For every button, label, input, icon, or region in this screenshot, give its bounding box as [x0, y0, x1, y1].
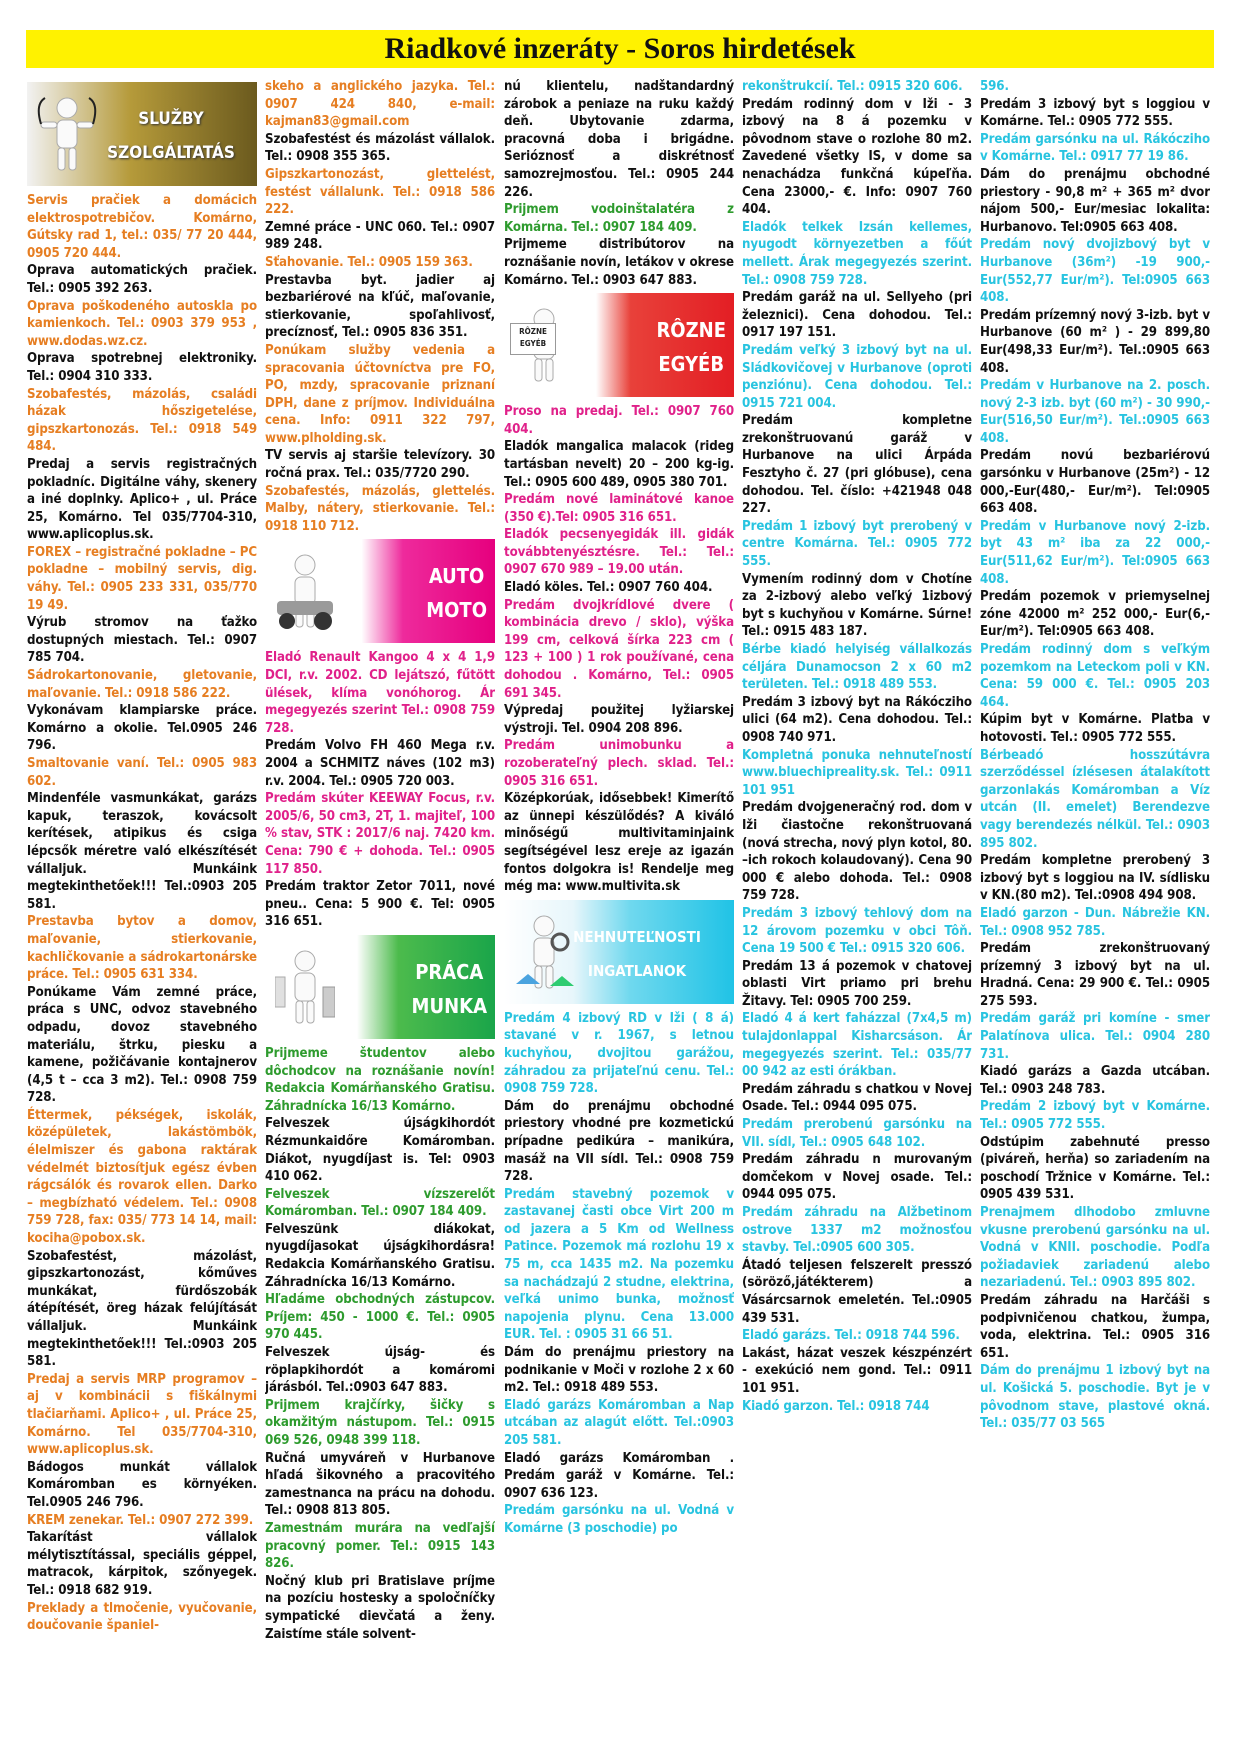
classified-ad: Predám záhradu s chatkou v Novej Osade. Tel.: 0944 095 075. — [742, 1081, 972, 1115]
classified-ad: Hľadáme obchodných zástupcov. Príjem: 450 - 1000 €. Tel.: 0905 970 445. — [265, 1292, 495, 1343]
classified-ad: Eladó garázs Komáromban a Nap utcában az alagút előtt. Tel.:0903 205 581. — [504, 1397, 734, 1448]
classified-ad: Smaltovanie vaní. Tel.: 0905 983 602. — [27, 756, 257, 789]
classified-ad: Dám do prenájmu priestory na podnikanie v Moči v rozlohe 2 x 60 m2. Tel.: 0918 489 553. — [504, 1345, 734, 1396]
rozne-sign-line1: RÔZNE — [519, 327, 547, 337]
column-4 — [742, 78, 972, 1746]
classified-ad: Ponúkame Vám zemné práce, práca s UNC, odvoz stavebného odpadu, dovoz stavebného materiálu, štrku, piesku a kamene, požičávanie kontajnerov (4,5 t – cca 3 m2). Tel.: 0908 759 728. — [27, 984, 257, 1106]
classified-ad: Predám 2 izbový byt v Komárne. Tel.: 0905 772 555. — [980, 1099, 1210, 1133]
classified-ad: nú klientelu, nadštandardný zárobok a peniaze na ruku každý deň. Ubytovanie zdarma, pracovná doba i brigádne. Serióznosť a diskrétnosť samozrejmosťou. Tel.: 0905 244 226. — [504, 79, 734, 200]
classified-ad: Prestavba bytov a domov, maľovanie, stierkovanie, kachličkovanie a sádrokartonárske práce. Tel.: 0905 631 334. — [27, 914, 257, 983]
section-label-rozne — [656, 313, 726, 381]
classified-ad: Predám 13 á pozemok v chatovej oblasti Virt priamo pri brehu Žitavy. Tel: 0905 700 259. — [742, 958, 972, 1009]
column-2 — [265, 78, 495, 1746]
auto-figure-icon — [275, 551, 335, 631]
classified-ad: Predám 3 izbový byt na Rákócziho ulici (64 m2). Cena dohodou. Tel.: 0908 740 971. — [742, 694, 972, 745]
classified-ad: Predám garsónku na ul. Vodná v Komárne (3 poschodie) po — [504, 1503, 734, 1536]
classified-ad: Predám unimobunku a rozoberateľný plech. sklad. Tel.: 0905 316 651. — [504, 738, 734, 789]
classified-ad: Výpredaj použitej lyžiarskej výstroji. Tel. 0904 208 896. — [504, 703, 734, 736]
classified-ad: Szobafestést és mázolást vállalok. Tel.: 0908 355 365. — [265, 131, 495, 165]
classified-ad: Vymením rodinný dom v Chotíne za 2-izbový alebo veľký 1izbový byt s kuchyňou v Komárne. Súrne! Tel.: 0915 483 187. — [742, 571, 972, 640]
classified-ad: Kiadó garzon. Tel.: 0918 744 — [742, 1398, 930, 1414]
classified-ad: Középkorúak, idősebbek! Kimerítő az ünnepi készülődés? A kiváló minőségű multivitaminjaink segítségével lesz ereje az igazán fontos dolgokra is! Rendelje meg még ma: www.multivita.sk — [504, 791, 734, 895]
classified-ad: Dám do prenájmu 1 izbový byt na ul. Košická 5. poschodie. Byt je v pôvodnom stave, plastové okná. Tel.: 035/77 03 565 — [980, 1363, 1210, 1432]
classified-ad: Predám Volvo FH 460 Mega r.v. 2004 a SCHMITZ náves (102 m3) r.v. 2004. Tel.: 0905 720 003. — [265, 738, 495, 789]
classified-ad: Eladó 4 á kert faházzal (7x4,5 m) tulajdonlappal Kisharcsáson. Ár megegyezés szerint. Tel.: 035/77 00 942 az esti órákban. — [742, 1011, 972, 1080]
classified-ad: Eladó garázs Komáromban . Predám garáž v Komárne. Tel.: 0907 636 123. — [504, 1450, 734, 1501]
section-label-sluzby — [91, 102, 251, 170]
classified-ad: Predám prerobenú garsónku na VII. sídl, Tel.: 0905 648 102. — [742, 1117, 972, 1150]
section-label-auto — [426, 559, 487, 627]
classified-ad: Felveszek vízszerelőt Komáromban. Tel.: 0907 184 409. — [265, 1186, 495, 1220]
classified-ad: Predám v Hurbanove nový 2-izb. byt 43 m² iba za 22 000,- Eur(511,62 Eur/m²). Tel:0905 663 408. — [980, 518, 1210, 587]
classified-ad: Ručná umyváreň v Hurbanove hľadá šikovného a pracovitého zamestnanca na prácu na dohodu. Tel.: 0908 813 805. — [265, 1450, 495, 1519]
classified-ad: Kiadó garázs a Gazda utcában. Tel.: 0903 248 783. — [980, 1064, 1210, 1097]
classified-ad: Predám garáž pri komíne - smer Palatínova ulica. Tel.: 0904 280 731. — [980, 1011, 1210, 1062]
classified-ad: FOREX – registračné pokladne – PC pokladne – mobilný servis, dig. váhy. Tel.: 0905 233 331, 035/770 19 49. — [27, 544, 257, 613]
section-label-line1: AUTO — [428, 564, 485, 589]
classified-ad: Predám 3 izbový tehlový dom na 12 árovom pozemku v obci Tôň. Cena 19 500 € Tel.: 0915 320 606. — [742, 905, 972, 957]
classified-ad: Kompletná ponuka nehnuteľností www.bluechipreality.sk. Tel.: 0911 101 951 — [742, 747, 972, 798]
rozne-sign-line2: EGYÉB — [519, 339, 547, 349]
classified-ad: Prijmeme distribútorov na roznášanie novín, letákov v okrese Komárno. Tel.: 0903 647 883. — [504, 237, 734, 288]
section-label-line2: MUNKA — [411, 993, 487, 1018]
section-label-praca — [412, 955, 487, 1023]
classified-ad: skeho a anglického jazyka. Tel.: 0907 424 840, e-mail: kajman83@gmail.com — [265, 79, 495, 130]
classified-ad: Eladó garzon - Dun. Nábrežie KN. Tel.: 0908 952 785. — [980, 905, 1210, 939]
classified-ad: Eladó Renault Kangoo 4 x 4 1,9 DCI, r.v. 2002. CD lejátszó, fűtött ülések, klíma vonóhorog. Ár megegyezés szerint Tel.: 0908 759 728. — [265, 650, 495, 736]
classified-ad: Predám kompletne zrekonštruovanú garáž v Hurbanove na ulici Árpáda Fesztyho č. 27 (pri glóbuse), cena dohodou. Tel. číslo: +421948 048 227. — [742, 413, 972, 517]
classified-ad: Vykonávam klampiarske práce. Komárno a okolie. Tel.0905 246 796. — [27, 703, 257, 754]
classified-ad: Predám rodinný dom s veľkým pozemkom na Leteckom poli v KN. Cena: 59 000 €. Tel.: 0905 203 464. — [980, 642, 1210, 710]
classified-ad: Ponúkam služby vedenia a spracovania účtovníctva pre FO, PO, mzdy, spracovanie priznaní DPH, dane z príjmov. Individuálna cena. Info: 0911 322 797, www.plholding.sk. — [265, 342, 495, 446]
column-3 — [504, 78, 734, 1746]
classified-ad: Prijmem krajčírky, šičky s okamžitým nástupom. Tel.: 0915 069 526, 0948 399 118. — [265, 1397, 495, 1448]
classified-ad: TV servis aj staršie televízory. 30 ročná prax. Tel.: 035/7720 290. — [265, 448, 495, 482]
classified-ad: Éttermek, pékségek, iskolák, középületek, lakástömbök, élelmiszer és gabona raktárak védelmét biztosítjuk egész évben rágcsálók és rovarok ellen. Darko – megbízható védelem. Tel.: 0908 759 728, fax: 035/ 773 14 14, mail: kociha@pobox.sk. — [27, 1107, 257, 1247]
section-header-auto — [265, 539, 495, 643]
classified-ad: Predám novú bezbariérovú garsónku v Hurbanove (25m²) - 12 000,-Eur(480,- Eur/m²). Tel:0905 663 408. — [980, 448, 1210, 517]
classified-ad: Takarítást vállalok mélytisztítással, speciális géppel, matracok, kárpitok, szőnyegek. Tel.: 0918 682 919. — [27, 1530, 257, 1598]
classified-ad: Predám pozemok v priemyselnej zóne 42000 m² 252 000,- Eur(6,- Eur/m²). Tel:0905 663 408. — [980, 589, 1210, 640]
classified-ad: Predám rodinný dom v Iži - 3 izbový na 8 á pozemku v pôvodnom stave o rozlohe 80 m2. Zavedené všetky IS, v dome sa nenachádza funkčná kúpeľňa. Cena 23000,- €. Info: 0907 760 404. — [742, 96, 972, 218]
section-label-line1: SLUŽBY — [138, 109, 204, 129]
classified-ad: Predám kompletne prerobený 3 izbový byt s loggiou na IV. sídlisku v KN.(80 m2). Tel.:0908 494 908. — [980, 853, 1210, 904]
classified-ad: Odstúpim zabehnuté presso (piváreň, herňa) so zariadením na poschodí Tržnice v Komárne. Tel.: 0905 439 531. — [980, 1134, 1210, 1203]
section-label-line1: NEHNUTEĽNOSTI — [573, 927, 701, 946]
section-label-line2: MOTO — [426, 598, 487, 623]
classified-ad: Predaj a servis registračných pokladníc. Digitálne váhy, skenery a iné doplnky. Aplico+ , ul. Práce 25, Komárno. Tel 035/7704-310, www.aplicoplus.sk. — [27, 456, 257, 543]
classified-ad: Predám 4 izbový RD v Iži ( 8 á) stavané v r. 1967, s letnou kuchyňou, dvojitou garážou, záhradou za prijateľnú cenu. Tel.: 0908 759 728. — [504, 1010, 734, 1097]
classified-ad: Predaj a servis MRP programov – aj v kombinácii s fiškálnymi tlačiarňami. Aplico+ , ul. Práce 25, Komárno. Tel 035/7704-310, www.aplicoplus.sk. — [27, 1371, 257, 1458]
classified-ad: Predám garáž na ul. Sellyeho (pri železnici). Cena dohodou. Tel.: 0917 197 151. — [742, 290, 972, 341]
classified-ad: Oprava poškodeného autoskla po kamienkoch. Tel.: 0903 379 953 , www.dodas.wz.cz. — [27, 298, 257, 349]
section-header-praca — [265, 935, 495, 1039]
sluzby-figure-icon — [37, 94, 97, 174]
classified-ad: Felveszünk diákokat, nyugdíjasokat újságkihordásra! Redakcia Komárňanského Gratisu. Záhradnícka 16/13 Komárno. — [265, 1221, 495, 1290]
classified-ad: Bérbeadó hosszútávra szerződéssel ízlésesen átalakított garzonlakás Komáromban a Víz utcán (II. emelet) Berendezve vagy berendezés nélkül. Tel.: 0903 895 802. — [980, 747, 1210, 851]
praca-figure-icon — [275, 947, 335, 1027]
classified-ad: 596. — [980, 79, 1009, 94]
classified-ad: Predám 1 izbový byt prerobený v centre Komárna. Tel.: 0905 772 555. — [742, 518, 972, 570]
page-title-bar — [26, 30, 1214, 68]
classified-ad: Predám zrekonštruovaný prízemný 3 izbový byt na ul. Hradná. Cena: 29 900 €. Tel.: 0905 275 593. — [980, 941, 1210, 1009]
classified-ad: Gipszkartonozást, glettelést, festést vállalunk. Tel.: 0918 586 222. — [265, 166, 495, 218]
classified-ad: Bérbe kiadó helyiség vállalkozás céljára Dunamocson 2 x 60 m2 területen. Tel.: 0918 489 553. — [742, 642, 972, 693]
column-1 — [27, 78, 257, 1746]
classified-ad: Dám do prenájmu obchodné priestory vhodné pre kozmetickú prípadne pedikúra – manikúra, masáž na VII sídl. Tel.: 0908 759 728. — [504, 1098, 734, 1185]
classified-ad: Preklady a tlmočenie, vyučovanie, doučovanie španiel- — [27, 1600, 257, 1634]
classified-ad: rekonštrukcií. Tel.: 0915 320 606. — [742, 79, 963, 94]
classified-ad: Prijmem vodoinštalatéra z Komárna. Tel.: 0907 184 409. — [504, 202, 734, 235]
classified-ad: Eladók telkek Izsán kellemes, nyugodt környezetben a főút mellett. Árak megegyezés szerint. Tel.: 0908 759 728. — [742, 219, 972, 288]
classified-ad: Lakást, házat veszek készpénzért - exekúció nem gond. Tel.: 0911 101 951. — [742, 1345, 972, 1396]
classified-ad: Zemné práce - UNC 060. Tel.: 0907 989 248. — [265, 219, 495, 253]
classified-ad: Oprava automatických pračiek. Tel.: 0905 392 263. — [27, 263, 257, 296]
classified-ad: Predám 3 izbový byt s loggiou v Komárne. Tel.: 0905 772 555. — [980, 96, 1210, 130]
classified-ad: Predám veľký 3 izbový byt na ul. Sládkovičovej v Hurbanove (oproti penziónu). Cena dohodou. Tel.: 0915 721 004. — [742, 342, 972, 411]
section-label-line2: SZOLGÁLTATÁS — [107, 143, 235, 163]
classified-ad: Eladó köles. Tel.: 0907 760 404. — [504, 580, 713, 596]
classified-ad: Predám garsónku na ul. Rákócziho v Komárne. Tel.: 0917 77 19 86. — [980, 131, 1210, 165]
classified-ad: Kúpim byt v Komárne. Platba v hotovosti. Tel.: 0905 772 555. — [980, 712, 1210, 745]
classified-ad: Predám dvojkrídlové dvere ( kombinácia drevo / sklo), výška 199 cm, celková šírka 223 cm ( 123 + 100 ) 1 rok používané, cena dohodou . Komárno, Tel.: 0905 691 345. — [504, 597, 734, 701]
classified-ad: Predám záhradu na Harčáši s podpivničenou chatkou, žumpa, voda, elektrina. Tel.: 0905 316 651. — [980, 1292, 1210, 1361]
classified-ad: Eladók mangalica malacok (rideg tartásban nevelt) 20 – 200 kg-ig. Tel.: 0905 600 489, 0905 380 701. — [504, 439, 734, 490]
classified-ad: Eladó garázs. Tel.: 0918 744 596. — [742, 1328, 960, 1344]
classified-ad: Prenajmem dlhodobo zmluvne vkusne prerobenú garsónku na ul. Vodná v KNII. poschodie. Podľa požiadaviek zariadenú alebo nezariadenú. Tel.: 0903 895 802. — [980, 1205, 1210, 1291]
section-header-neh — [504, 900, 734, 1004]
classified-ad: Szobafestés, mázolás, glettelés. Malby, nátery, stierkovanie. Tel.: 0918 110 712. — [265, 483, 495, 534]
classified-ad: Dám do prenájmu obchodné priestory - 90,8 m² + 365 m² dvor nájom 500,- Eur/mesiac lokalita: Hurbanovo. Tel:0905 663 408. — [980, 166, 1210, 235]
classified-ad: Felveszek újság- és röplapkihordót a komáromi járásból. Tel.:0903 647 883. — [265, 1345, 495, 1396]
classified-ad: Predám skúter KEEWAY Focus, r.v. 2005/6, 50 cm3, 2T, 1. majiteľ, 100 % stav, STK : 2017/6 naj. 7420 km. Cena: 790 € + dohoda. Tel.: 0905 117 850. — [265, 791, 495, 877]
section-header-rozne — [504, 293, 734, 397]
classified-ad: Felveszek újságkihordót Rézmunkaidőre Komáromban. Diákot, nyugdíjast is. Tel: 0903 410 062. — [265, 1116, 495, 1185]
section-label-line2: EGYÉB — [658, 352, 725, 377]
classified-ad: Predám záhradu n murovaným domčekom v Novej osade. Tel.: 0944 095 075. — [742, 1152, 972, 1203]
classified-ad: Predám záhradu na Alžbetinom ostrove 1337 m2 možnosťou stavby. Tel.:0905 600 305. — [742, 1205, 972, 1256]
classified-ad: Prijmeme študentov alebo dôchodcov na roznášanie novín! Redakcia Komárňanského Gratisu. Záhradnícka 16/13 Komárno. — [265, 1045, 495, 1114]
classified-ad: Oprava spotrebnej elektroniky. Tel.: 0904 310 333. — [27, 351, 257, 384]
section-label-line2: INGATLANOK — [587, 961, 687, 980]
classified-ad: Predám traktor Zetor 7011, nové pneu.. Cena: 5 900 €. Tel: 0905 316 651. — [265, 879, 495, 930]
classified-ad: Predám nový dvojizbový byt v Hurbanove (36m²) -19 900,- Eur(552,77 Eur/m²). Tel:0905 663 408. — [980, 237, 1210, 306]
classified-ad: Szobafestést, mázolást, gipszkartonozást, kőműves munkákat, fürdőszobák átépítését, öreg házak felújítását vállaljuk. Munkáink megtekinthetőek!!! Tel.:0903 205 581. — [27, 1248, 257, 1370]
classified-ad: Prestavba byt. jadier aj bezbariérové na kľúč, maľovanie, stierkovanie, spoľahlivosť, precíznosť, Tel.: 0905 836 351. — [265, 272, 495, 341]
classified-ad: Szobafestés, mázolás, családi házak hőszigetelése, gipszkartonozás. Tel.: 0918 549 484. — [27, 386, 257, 455]
classified-ad: Sťahovanie. Tel.: 0905 159 363. — [265, 254, 473, 270]
classified-ad: Eladók pecsenyegidák ill. gidák továbbtenyésztésre. Tel.: Tel.: 0907 670 989 – 19.00 után. — [504, 527, 734, 578]
classified-ad: Predám prízemný nový 3-izb. byt v Hurbanove (60 m² ) - 29 899,80 Eur(498,33 Eur/m²). Tel.:0905 663 408. — [980, 307, 1210, 376]
classified-ad: Sádrokartonovanie, gletovanie, maľovanie. Tel.: 0918 586 222. — [27, 668, 257, 701]
classified-ad: Predám stavebný pozemok v zastavanej časti obce Virt 200 m od jazera a 5 Km od Wellness Patince. Pozemok má rozlohu 19 x 75 m, cca 1435 m2. Na pozemku sa nachádzajú 2 studne, elektrina, veľká unimo bunka, možnosť napojenia plynu. Cena 13.000 EUR. Tel. : 0905 31 66 51. — [504, 1186, 734, 1343]
rozne-sign — [510, 323, 556, 355]
section-label-line1: RÔZNE — [656, 318, 726, 343]
section-label-line1: PRÁCA — [415, 959, 484, 984]
column-5 — [980, 78, 1210, 1746]
classified-ad: Servis pračiek a domácich elektrospotrebičov. Komárno, Gútsky rad 1, tel.: 035/ 77 20 444, 0905 720 444. — [27, 193, 257, 261]
classified-ad: Predám dvojgeneračný rod. dom v Iži čiastočne rekonštruovaná (nová strecha, nový plyn kotol, 80. –ich rokoch kolaudovaný). Cena 90 000 € alebo dohoda. Tel.: 0908 759 728. — [742, 800, 972, 904]
classified-ad: Átadó teljesen felszerelt presszó (söröző,játékterem) a Vásárcsarnok emeletén. Tel.:0905 439 531. — [742, 1257, 972, 1326]
page-title: Riadkové inzeráty - Soros hirdetések — [384, 32, 856, 65]
classified-ad: Bádogos munkát vállalok Komáromban es környéken. Tel.0905 246 796. — [27, 1459, 257, 1510]
classified-ad: Proso na predaj. Tel.: 0907 760 404. — [504, 404, 734, 437]
classified-ad: Zamestnám murára na vedľajší pracovný pomer. Tel.: 0915 143 826. — [265, 1520, 495, 1572]
section-label-neh — [542, 920, 732, 988]
section-header-sluzby — [27, 82, 257, 186]
classified-ad: Predám v Hurbanove na 2. posch. nový 2-3 izb. byt (60 m²) - 30 990,- Eur(516,50 Eur/m²). Tel.:0905 663 408. — [980, 378, 1210, 446]
classified-ad: KREM zenekar. Tel.: 0907 272 399. — [27, 1512, 254, 1528]
classified-ad: Nočný klub pri Bratislave príjme na pozíciu hostesky a spoločníčky sympatické dievčatá a ženy. Zaistíme stále solvent- — [265, 1573, 495, 1642]
classified-ad: Predám nové laminátové kanoe (350 €).Tel: 0905 316 651. — [504, 492, 734, 525]
classified-ad: Výrub stromov na ťažko dostupných miestach. Tel.: 0907 785 704. — [27, 615, 257, 666]
classified-ad: Mindenféle vasmunkákat, garázs kapuk, teraszok, kovácsolt kerítések, atipikus és csiga lépcsők méretre való elkészítését vállaljuk. Munkáink megtekinthetőek!!! Tel.:0903 205 581. — [27, 791, 257, 912]
